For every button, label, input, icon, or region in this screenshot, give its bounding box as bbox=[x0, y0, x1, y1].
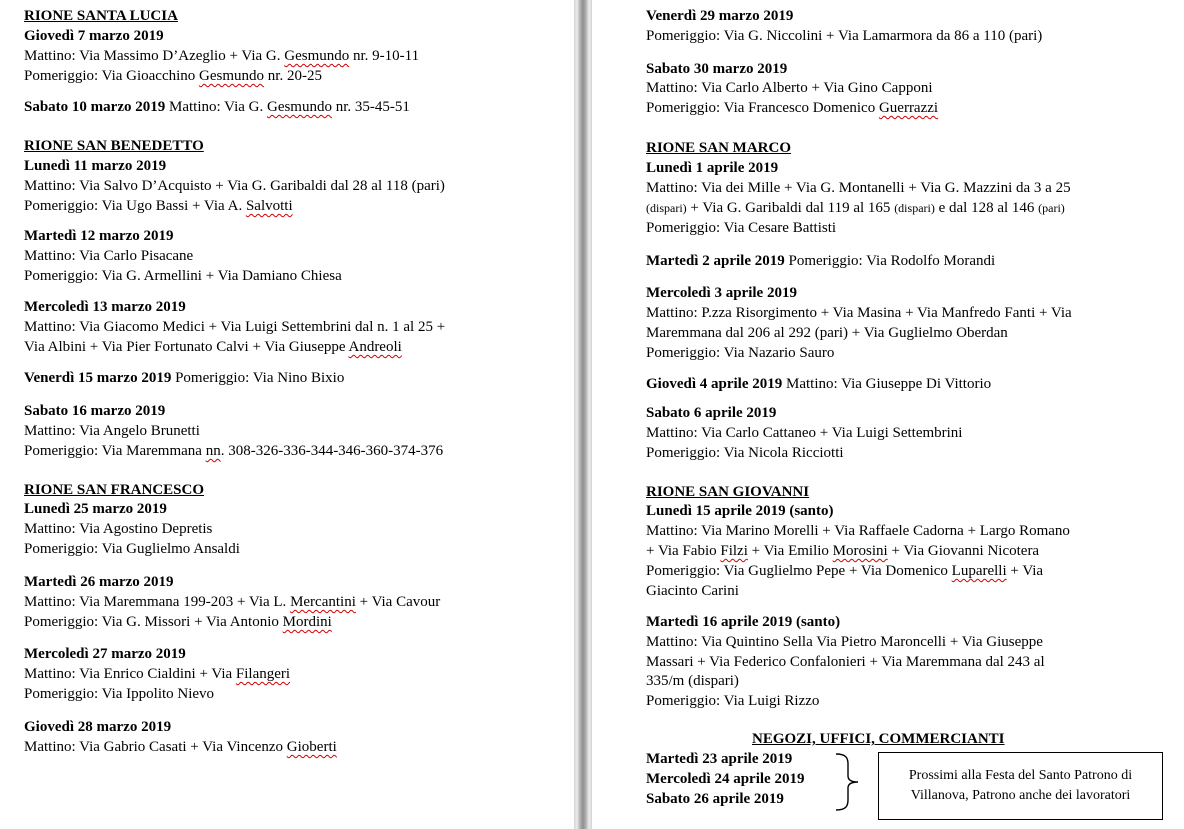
date-heading: Mercoledì 13 marzo 2019 bbox=[24, 299, 186, 315]
morning-line: Mattino: Via Angelo Brunetti bbox=[24, 423, 200, 439]
morning-line: Mattino: Via Carlo Pisacane bbox=[24, 248, 194, 264]
morning-line: Mattino: Via dei Mille + Via G. Montanelli + Via G. Mazzini da 3 a 25 bbox=[646, 180, 1071, 196]
afternoon-line: Pomeriggio: Via G. Armellini + Via Damiano Chiesa bbox=[24, 268, 342, 284]
date-heading: Martedì 12 marzo 2019 bbox=[24, 228, 174, 244]
morning-line: Mattino: Via Enrico Cialdini + Via Filangeri bbox=[24, 666, 291, 682]
morning-line-cont: Massari + Via Federico Confalonieri + Via Maremmana dal 243 al bbox=[646, 654, 1045, 670]
date-line: Giovedì 4 aprile 2019 Mattino: Via Giuseppe Di Vittorio bbox=[646, 376, 992, 392]
afternoon-line: Pomeriggio: Via Guglielmo Ansaldi bbox=[24, 541, 240, 557]
morning-line: Mattino: Via Maremmana 199-203 + Via L. Mercantini + Via Cavour bbox=[24, 594, 441, 610]
date-heading: Lunedì 11 marzo 2019 bbox=[24, 158, 167, 174]
date-line: Venerdì 15 marzo 2019 Pomeriggio: Via Nino Bixio bbox=[24, 370, 345, 386]
date-heading: Sabato 30 marzo 2019 bbox=[646, 61, 788, 77]
afternoon-line: Pomeriggio: Via G. Niccolini + Via Lamarmora da 86 a 110 (pari) bbox=[646, 28, 1043, 44]
afternoon-line: Pomeriggio: Via Nicola Ricciotti bbox=[646, 445, 844, 461]
note-line-1: Prossimi alla Festa del Santo Patrono di bbox=[908, 768, 1133, 783]
morning-line: Mattino: Via Salvo D’Acquisto + Via G. Garibaldi dal 28 al 118 (pari) bbox=[24, 178, 445, 194]
date-heading: Mercoledì 24 aprile 2019 bbox=[646, 771, 805, 787]
morning-line: Mattino: Via Marino Morelli + Via Raffaele Cadorna + Largo Romano bbox=[646, 523, 1070, 539]
date-heading: Giovedì 7 marzo 2019 bbox=[24, 28, 164, 44]
morning-line: Mattino: Via Carlo Alberto + Via Gino Capponi bbox=[646, 80, 933, 96]
afternoon-line: Pomeriggio: Via Cesare Battisti bbox=[646, 220, 837, 236]
morning-line: Mattino: Via Giacomo Medici + Via Luigi Settembrini dal n. 1 al 25 + bbox=[24, 319, 446, 335]
morning-line: Mattino: Via Agostino Depretis bbox=[24, 521, 213, 537]
morning-line: Mattino: Via Carlo Cattaneo + Via Luigi Settembrini bbox=[646, 425, 963, 441]
afternoon-line: Pomeriggio: Via Nazario Sauro bbox=[646, 345, 835, 361]
morning-line-cont: + Via Fabio Filzi + Via Emilio Morosini + Via Giovanni Nicotera bbox=[646, 543, 1040, 559]
afternoon-line: Pomeriggio: Via Luigi Rizzo bbox=[646, 693, 820, 709]
date-heading: Giovedì 28 marzo 2019 bbox=[24, 719, 172, 735]
date-heading: Sabato 26 aprile 2019 bbox=[646, 791, 784, 807]
afternoon-line: Pomeriggio: Via Gioacchino Gesmundo nr. 20-25 bbox=[24, 68, 322, 84]
section-title-san-marco: RIONE SAN MARCO bbox=[646, 140, 792, 156]
section-title-san-francesco: RIONE SAN FRANCESCO bbox=[24, 482, 205, 498]
date-heading: Martedì 23 aprile 2019 bbox=[646, 751, 793, 767]
morning-line: Mattino: P.zza Risorgimento + Via Masina + Via Manfredo Fanti + Via bbox=[646, 305, 1072, 321]
afternoon-line: Pomeriggio: Via G. Missori + Via Antonio Mordini bbox=[24, 614, 332, 630]
afternoon-line: Pomeriggio: Via Maremmana nn. 308-326-336-344-346-360-374-376 bbox=[24, 443, 444, 459]
section-title-santa-lucia: RIONE SANTA LUCIA bbox=[24, 8, 178, 24]
morning-line-cont: Maremmana dal 206 al 292 (pari) + Via Guglielmo Oberdan bbox=[646, 325, 1008, 341]
section-title-san-benedetto: RIONE SAN BENEDETTO bbox=[24, 138, 204, 154]
date-line: Sabato 10 marzo 2019 Mattino: Via G. Gesmundo nr. 35-45-51 bbox=[24, 99, 410, 115]
page-gutter bbox=[574, 0, 592, 829]
date-heading: Sabato 6 aprile 2019 bbox=[646, 405, 777, 421]
morning-line-cont: 335/m (dispari) bbox=[646, 673, 739, 689]
afternoon-line: Pomeriggio: Via Francesco Domenico Guerrazzi bbox=[646, 100, 939, 116]
section-title-san-giovanni: RIONE SAN GIOVANNI bbox=[646, 484, 810, 500]
date-heading: Mercoledì 3 aprile 2019 bbox=[646, 285, 797, 301]
afternoon-line: Pomeriggio: Via Guglielmo Pepe + Via Domenico Luparelli + Via bbox=[646, 563, 1044, 579]
date-heading: Mercoledì 27 marzo 2019 bbox=[24, 646, 186, 662]
morning-line-cont: (dispari) + Via G. Garibaldi dal 119 al 165 (dispari) e dal 128 al 146 (pari) bbox=[646, 200, 1065, 216]
note-box bbox=[878, 752, 1163, 820]
afternoon-line: Pomeriggio: Via Ugo Bassi + Via A. Salvotti bbox=[24, 198, 293, 214]
date-heading: Venerdì 29 marzo 2019 bbox=[646, 8, 794, 24]
section-title-negozi: NEGOZI, UFFICI, COMMERCIANTI bbox=[752, 731, 1005, 747]
right-brace-icon bbox=[834, 752, 862, 812]
date-heading: Martedì 16 aprile 2019 (santo) bbox=[646, 614, 841, 630]
date-heading: Lunedì 15 aprile 2019 (santo) bbox=[646, 503, 834, 519]
morning-line-cont: Via Albini + Via Pier Fortunato Calvi + Via Giuseppe Andreoli bbox=[24, 339, 402, 355]
date-heading: Sabato 16 marzo 2019 bbox=[24, 403, 166, 419]
morning-line: Mattino: Via Quintino Sella Via Pietro Maroncelli + Via Giuseppe bbox=[646, 634, 1043, 650]
date-line: Martedì 2 aprile 2019 Pomeriggio: Via Rodolfo Morandi bbox=[646, 253, 996, 269]
note-line-2: Villanova, Patrono anche dei lavoratori bbox=[910, 788, 1131, 803]
date-heading: Lunedì 1 aprile 2019 bbox=[646, 160, 779, 176]
afternoon-line-cont: Giacinto Carini bbox=[646, 583, 739, 599]
morning-line: Mattino: Via Massimo D’Azeglio + Via G. Gesmundo nr. 9-10-11 bbox=[24, 48, 420, 64]
date-heading: Martedì 26 marzo 2019 bbox=[24, 574, 174, 590]
afternoon-line: Pomeriggio: Via Ippolito Nievo bbox=[24, 686, 215, 702]
morning-line: Mattino: Via Gabrio Casati + Via Vincenzo Gioberti bbox=[24, 739, 337, 755]
date-heading: Lunedì 25 marzo 2019 bbox=[24, 501, 167, 517]
